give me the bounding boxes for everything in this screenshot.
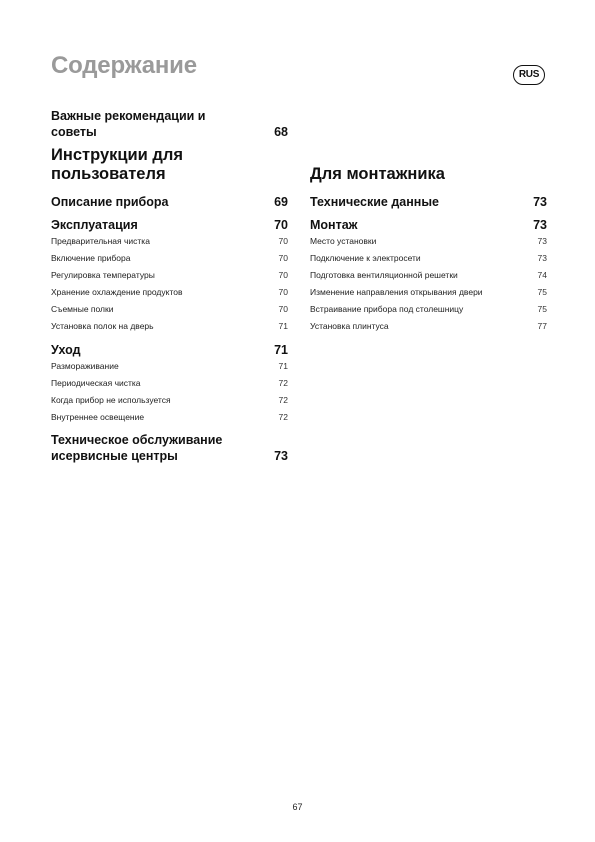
- toc-entry-care[interactable]: [51, 342, 288, 358]
- toc-entry-recommendations[interactable]: [51, 108, 288, 140]
- toc-subentry[interactable]: [310, 233, 547, 250]
- toc-sublist-care: [51, 358, 288, 426]
- toc-subentry[interactable]: [310, 250, 547, 267]
- toc-page-number: 73: [274, 449, 288, 463]
- toc-entry-label: исервисные центры: [51, 449, 178, 463]
- toc-subentry-label: Регулировка температуры: [51, 270, 155, 280]
- toc-subentry-label: Встраивание прибора под столешницу: [310, 304, 464, 314]
- section-heading-installer: Для монтажника: [310, 165, 445, 183]
- toc-subentry[interactable]: [51, 409, 288, 426]
- toc-subentry[interactable]: [51, 392, 288, 409]
- toc-subentry-label: Размораживание: [51, 361, 119, 371]
- page-number: 67: [292, 802, 303, 812]
- toc-sublist-operation: [51, 233, 288, 335]
- toc-entry-label: советы: [51, 125, 97, 139]
- toc-page-number: 73: [533, 218, 547, 232]
- toc-entry-label: Описание прибора: [51, 195, 169, 209]
- toc-subentry-label: Хранение охлаждение продуктов: [51, 287, 183, 297]
- toc-page-number: 72: [278, 412, 288, 422]
- toc-subentry[interactable]: [51, 284, 288, 301]
- toc-entry-label: Техническое обслуживание: [51, 433, 223, 447]
- toc-right-column: [310, 165, 547, 335]
- toc-subentry-label: Периодическая чистка: [51, 378, 141, 388]
- toc-entry-tech-data[interactable]: [310, 194, 547, 210]
- toc-page-number: 73: [533, 195, 547, 209]
- toc-page-number: 72: [278, 395, 288, 405]
- toc-entry-label: Технические данные: [310, 195, 439, 209]
- toc-subentry-label: Установка плинтуса: [310, 321, 389, 331]
- toc-page-number: 69: [274, 195, 288, 209]
- toc-page-number: 75: [537, 287, 547, 297]
- toc-page-number: 70: [278, 304, 288, 314]
- toc-entry-label: Монтаж: [310, 218, 358, 232]
- toc-subentry[interactable]: [51, 318, 288, 335]
- toc-left-column: [51, 108, 288, 464]
- toc-subentry-label: Подключение к электросети: [310, 253, 421, 263]
- toc-page-number: 70: [278, 287, 288, 297]
- toc-subentry-label: Когда прибор не используется: [51, 395, 171, 405]
- toc-entry-service[interactable]: [51, 432, 288, 464]
- toc-page-number: 75: [537, 304, 547, 314]
- toc-subentry[interactable]: [310, 284, 547, 301]
- language-badge: RUS: [513, 65, 545, 85]
- toc-entry-operation[interactable]: [51, 217, 288, 233]
- page-title: Содержание: [51, 52, 197, 79]
- toc-entry-installation[interactable]: [310, 217, 547, 233]
- toc-entry-label: Эксплуатация: [51, 218, 138, 232]
- toc-subentry-label: Внутреннее освещение: [51, 412, 145, 422]
- toc-page-number: 73: [537, 236, 547, 246]
- toc-subentry[interactable]: [51, 358, 288, 375]
- toc-subentry[interactable]: [51, 250, 288, 267]
- toc-subentry-label: Место установки: [310, 236, 377, 246]
- toc-subentry[interactable]: [310, 267, 547, 284]
- toc-sublist-installation: [310, 233, 547, 335]
- toc-page-number: 74: [537, 270, 547, 280]
- section-heading-line: Инструкции для: [51, 146, 183, 164]
- toc-page-number: 72: [278, 378, 288, 388]
- toc-subentry[interactable]: [310, 301, 547, 318]
- toc-subentry-label: Съемные полки: [51, 304, 114, 314]
- toc-page-number: 71: [278, 321, 288, 331]
- toc-entry-description[interactable]: [51, 194, 288, 210]
- toc-subentry-label: Подготовка вентиляционной решетки: [310, 270, 458, 280]
- toc-subentry[interactable]: [51, 375, 288, 392]
- toc-page-number: 68: [274, 125, 288, 139]
- toc-page-number: 71: [274, 343, 288, 357]
- toc-subentry[interactable]: [51, 233, 288, 250]
- toc-subentry-label: Установка полок на дверь: [51, 321, 154, 331]
- toc-page-number: 70: [278, 270, 288, 280]
- toc-subentry-label: Предварительная чистка: [51, 236, 150, 246]
- toc-subentry-label: Изменение направления открывания двери: [310, 287, 483, 297]
- toc-page-number: 70: [274, 218, 288, 232]
- toc-subentry[interactable]: [51, 301, 288, 318]
- section-heading-users: [51, 146, 288, 184]
- toc-subentry[interactable]: [51, 267, 288, 284]
- toc-subentry[interactable]: [310, 318, 547, 335]
- toc-page-number: 73: [537, 253, 547, 263]
- toc-page-number: 70: [278, 236, 288, 246]
- toc-entry-label: Важные рекомендации и: [51, 109, 206, 123]
- toc-page-number: 77: [537, 321, 547, 331]
- toc-page-number: 71: [278, 361, 288, 371]
- toc-subentry-label: Включение прибора: [51, 253, 131, 263]
- toc-page-number: 70: [278, 253, 288, 263]
- section-heading-line: пользователя: [51, 165, 166, 183]
- toc-entry-label: Уход: [51, 343, 81, 357]
